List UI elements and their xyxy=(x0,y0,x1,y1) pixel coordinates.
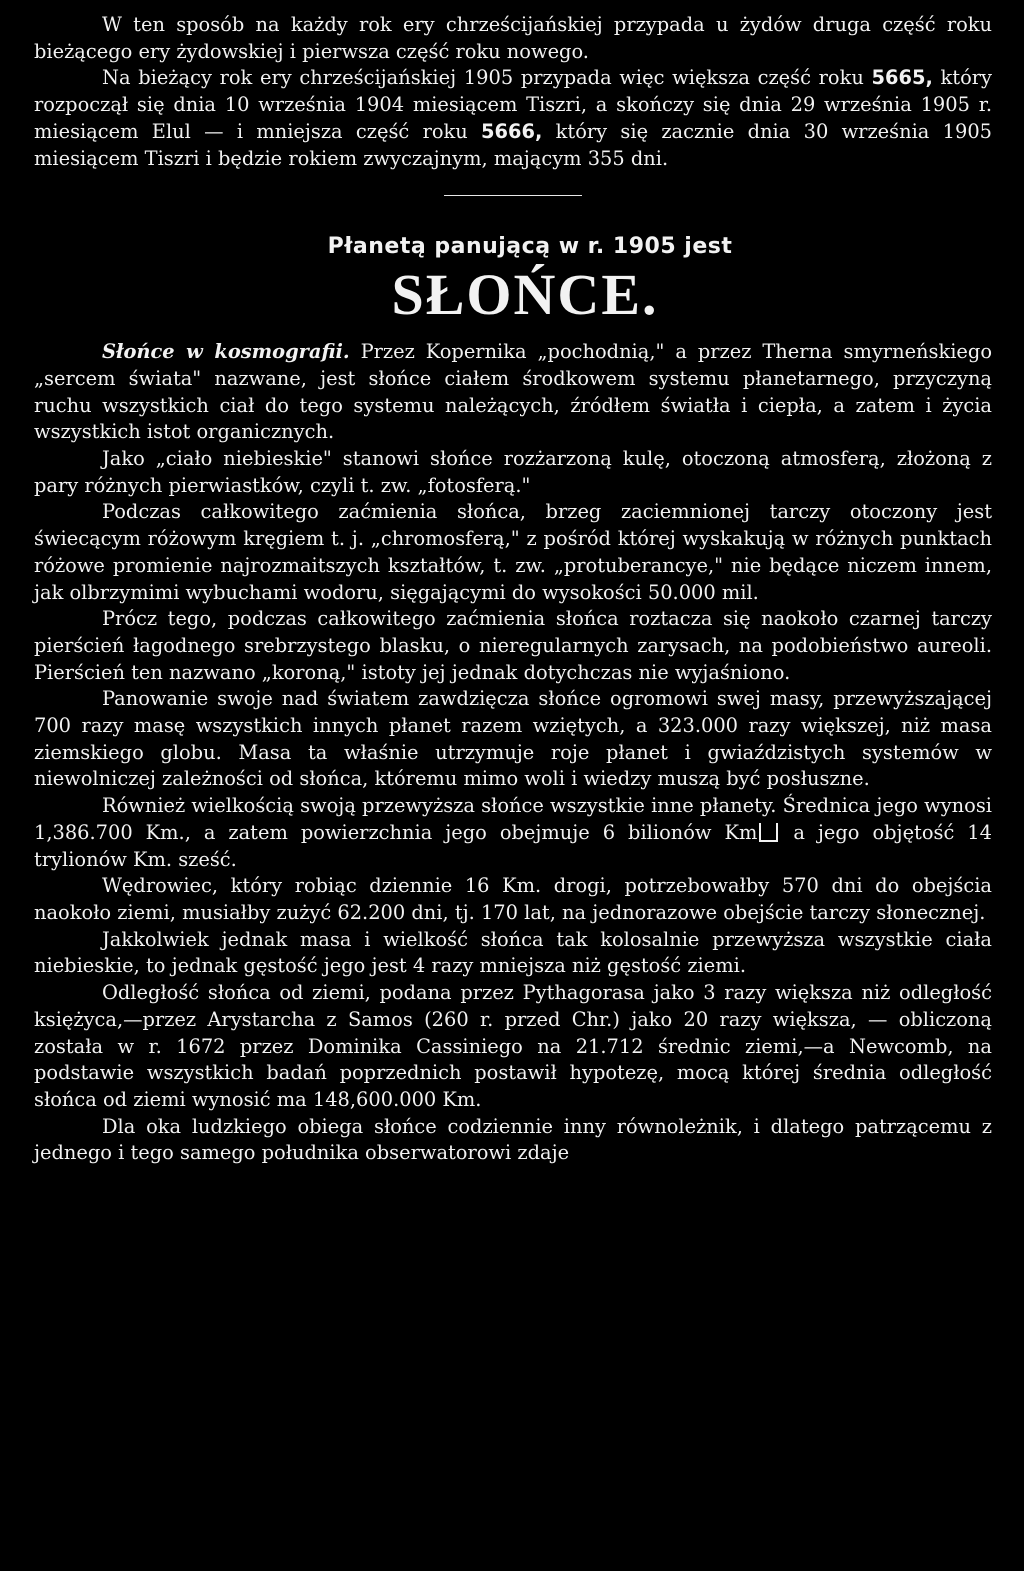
jewish-year-5665: 5665, xyxy=(871,66,933,90)
body-paragraph-6 xyxy=(34,793,992,873)
body-paragraph-4: Prócz tego, podczas całkowitego zaćmienia słońca roztacza się naokoło czarnej tarczy pierścień łagodnego srebrzystego blasku, o nieregularnych zarysach, na podobieństwo aureoli. Pierścień ten nazwano „koroną," istoty jej jednak dotychczas nie wyjaśniono. xyxy=(34,607,992,684)
intro-section xyxy=(34,12,992,172)
body-paragraph-9: Odległość słońca od ziemi, podana przez Pythagorasa jako 3 razy większa niż odległość księżyca,—przez Arystarcha z Samos (260 r. przed Chr.) jako 20 razy większa, — obliczoną została w r. 1672 przez Dominika Cassiniego na 21.712 średnic ziemi,—a Newcomb, na podstawie wszystkich badań poprzednich postawił hypotezę, mocą której średnia odległość słońca od ziemi wynosić ma 148,600.000 Km. xyxy=(34,981,992,1111)
body-paragraph-2: Jako „ciało niebieskie" stanowi słońce rozżarzoną kulę, otoczoną atmosferą, złożoną z pary różnych pierwiastków, czyli t. zw. „fotosferą." xyxy=(34,447,992,497)
body-paragraph-8: Jakkolwiek jednak masa i wielkość słońca tak kolosalnie przewyższa wszystkie ciała niebieskie, to jednak gęstość jego jest 4 razy mniejsza niż gęstość ziemi. xyxy=(34,927,992,978)
body-paragraph-6-part-a: Również wielkością swoją przewyższa słońce wszystkie inne płanety. Średnica jego wynosi 1,386.700 Km., a zatem powierzchnia jego obejmuje 6 bilionów Km xyxy=(34,794,992,844)
page-title: SŁOŃCE. xyxy=(391,262,659,328)
body-paragraph-6-part-b: a jego objętość 14 trylionów Km. sześć. xyxy=(34,820,992,871)
body-paragraph-5: Panowanie swoje nad światem zawdzięcza słońce ogromowi swej masy, przewyższającej 700 razy masę wszystkich innych płanet razem wziętych, a 323.000 razy większej, niż masa ziemskiego globu. Masa ta właśnie utrzymuje roje płanet i gwiaździstych systemów w niewolniczej zależności od słońca, któremu mimo woli i wiedzy muszą być posłuszne. xyxy=(34,687,992,791)
body-paragraph-10: Dla oka ludzkiego obiega słońce codziennie inny równoleżnik, i dlatego patrzącemu z jednego i tego samego południka obserwatorowi zdaje xyxy=(34,1114,992,1165)
intro-paragraph-2-part-c: który się zacznie dnia 30 września 1905 miesiącem Tiszri i będzie rokiem zwyczajnym, mającym 355 dni. xyxy=(34,119,992,170)
body-paragraph-1 xyxy=(34,339,992,446)
jewish-year-5666: 5666, xyxy=(481,119,543,143)
body-paragraph-3: Podczas całkowitego zaćmienia słońca, brzeg zaciemnionej tarczy otoczony jest świecącym różowym kręgiem t. j. „chromosferą," z pośród której wyskakują w różnych punktach różowe promienie najrozmaitszych kształtów, t. zw. „protuberancye," nie będące niczem innem, jak olbrzymimi wybuchami wodoru, sięgającymi do wysokości 50.000 mil. xyxy=(34,500,992,604)
ruling-planet-subheading: Płanetą panującą w r. 1905 jest xyxy=(327,234,733,260)
body-paragraph-7: Wędrowiec, który robiąc dziennie 16 Km. drogi, potrzebowałby 570 dni do obejścia naokoło ziemi, musiałby zużyć 62.200 dni, tj. 170 lat, na jednorazowe obejście tarczy słonecznej. xyxy=(34,874,992,924)
intro-paragraph-2 xyxy=(34,65,992,172)
intro-paragraph-2-part-a: Na bieżący rok ery chrześcijańskiej 1905 przypada więc większa część roku xyxy=(102,66,872,90)
intro-paragraph-1: W ten sposób na każdy rok ery chrześcijańskiej przypada u żydów druga część roku bieżącego ery żydowskiej i pierwsza część roku nowego. xyxy=(34,13,992,63)
body-paragraph-1-text: Przez Kopernika „pochodnią," a przez Therna smyrneńskiego „sercem świata" nazwane, jest słońce ciałem środkowem systemu płanetarnego, przyczyną ruchu wszystkich ciał do tego systemu należących, źródłem światła i ciepła, a zatem i życia wszystkich istot organicznych. xyxy=(34,340,992,444)
sun-cosmography-section xyxy=(34,339,992,1167)
run-in-heading: Słońce w kosmografii. xyxy=(102,340,350,364)
intro-paragraph-2-part-b: który rozpoczął się dnia 10 września 1904 miesiącem Tiszri, a skończy się dnia 29 września 1905 r. miesiącem Elul — i mniejsza część roku xyxy=(34,66,992,143)
section-divider xyxy=(444,195,582,196)
square-unit-icon xyxy=(759,823,778,842)
